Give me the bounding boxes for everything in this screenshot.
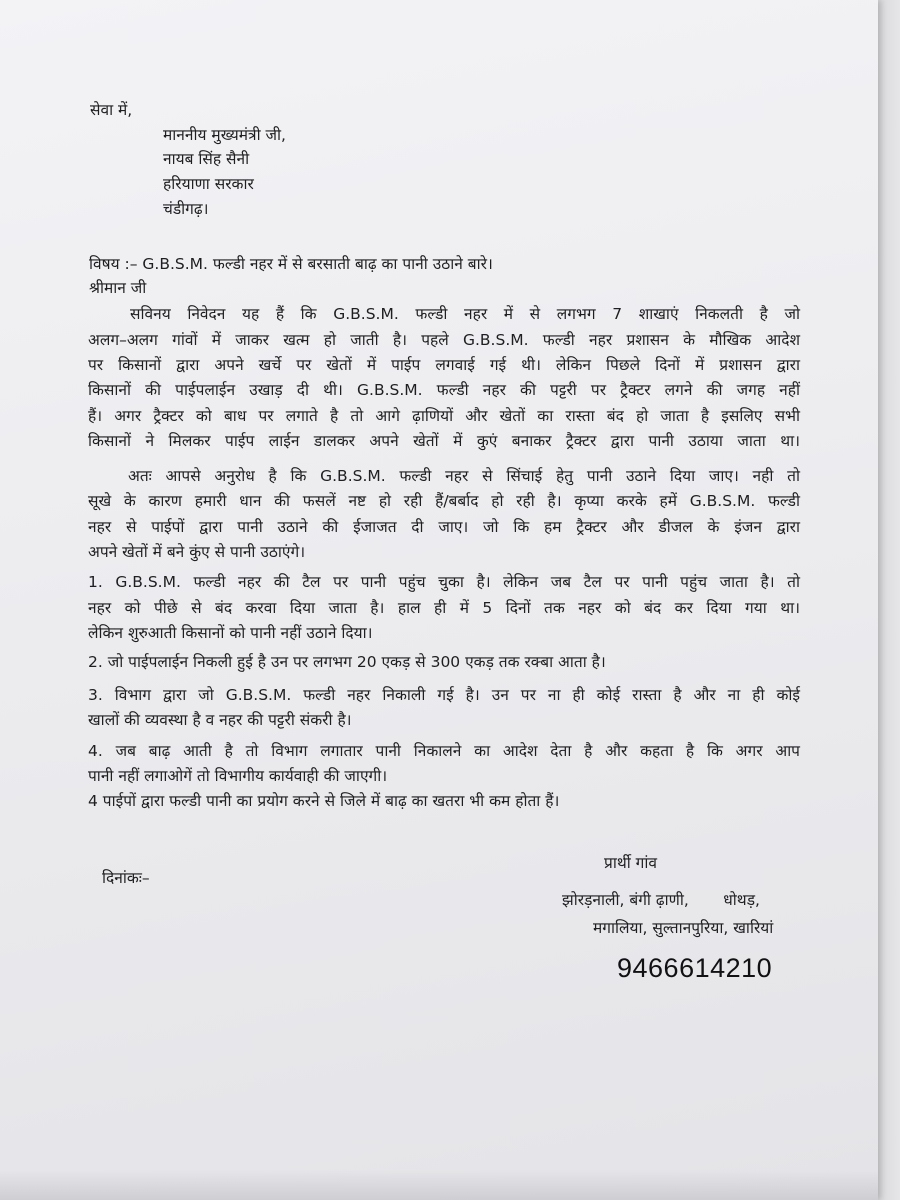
point4-line-1: 4. जब बाढ़ आती है तो विभाग लगातार पानी निकालने का आदेश देता है और कहता है कि अगर आप: [88, 742, 800, 760]
point3-line-1: 3. विभाग द्वारा जो G.B.S.M. फल्डी नहर निकाली गई है। उन पर ना ही कोई रास्ता है और ना ही कोई: [88, 686, 800, 704]
sender-phone: 9466614210: [617, 953, 773, 983]
point3-line-2: खालों की व्यवस्था है व नहर की पट्टरी संकरी है।: [88, 711, 352, 729]
para1-line-6: किसानों ने मिलकर पाईप लाईन डालकर अपने खेतों में कुएं बनाकर ट्रैक्टर द्वारा पानी उठाया जाता था।: [88, 432, 800, 450]
recipient-line-2: नायब सिंह सैनी: [163, 150, 250, 168]
para1-line-4: किसानों की पाईपलाईन उखाड़ दी थी। G.B.S.M. फल्डी नहर की पट्टरी पर ट्रैक्टर लगने की जगह नहीं: [88, 381, 800, 399]
para1-line-5: हैं। अगर ट्रैक्टर को बाध पर लगाते है तो आगे ढ़ाणियों और खेतों का रास्ता बंद हो जाता है इसलिए सभी: [88, 407, 800, 425]
subject-line: विषय :– G.B.S.M. फल्डी नहर में से बरसाती बाढ़ का पानी उठाने बारे।: [89, 255, 493, 273]
para1-line-2: अलग–अलग गांवों में जाकर खत्म हो जाती है। पहले G.B.S.M. फल्डी नहर प्रशासन के मौखिक आदेश: [88, 331, 800, 349]
point2-line: 2. जो पाईपलाईन निकली हुई है उन पर लगभग 20 एकड़ से 300 एकड़ तक रक्बा आता है।: [88, 653, 606, 671]
para2-line-4: अपने खेतों में बने कुंए से पानी उठाएंगे।: [88, 543, 306, 561]
sender-title: प्रार्थी गांव: [604, 854, 658, 872]
point1-line-2: नहर को पीछे से बंद करवा दिया जाता है। हाल ही में 5 दिनों तक नहर को बंद कर दिया गया था।: [88, 599, 800, 617]
greeting: श्रीमान जी: [89, 279, 147, 297]
para1-line-1: सविनय निवेदन यह हैं कि G.B.S.M. फल्डी नहर में से लगभग 7 शाखाएं निकलती है जो: [130, 305, 800, 323]
para2-line-2: सूखे के कारण हमारी धान की फसलें नष्ट हो रही हैं/बर्बाद हो रही है। कृप्या करके हमें G.B.S.M. फल्डी: [88, 492, 800, 510]
date-label: दिनांकः–: [102, 869, 150, 887]
recipient-line-4: चंडीगढ़।: [163, 200, 209, 218]
recipient-line-3: हरियाणा सरकार: [163, 175, 254, 193]
point5-line: 4 पाईपों द्वारा फल्डी पानी का प्रयोग करने से जिले में बाढ़ का खतरा भी कम होता हैं।: [88, 792, 560, 810]
sender-villages-line-2: मगालिया, सुल्तानपुरिया, खारियां: [593, 919, 774, 937]
point1-line-1: 1. G.B.S.M. फल्डी नहर की टैल पर पानी पहुंच चुका है। लेकिन जब टैल पर पानी पहुंच जाता है। तो: [88, 573, 800, 591]
salutation-to: सेवा में,: [90, 101, 133, 119]
para2-line-1: अतः आपसे अनुरोध है कि G.B.S.M. फल्डी नहर से सिंचाई हेतु पानी उठाने दिया जाए। नही तो: [128, 467, 800, 485]
para1-line-3: पर किसानों द्वारा अपने खर्चे पर खेतों में पाईप लगवाई गई थी। लेकिन पिछले दिनों में प्रशासन द्वारा: [88, 356, 800, 374]
recipient-line-1: माननीय मुख्यमंत्री जी,: [163, 126, 286, 144]
page-shadow: [0, 1170, 878, 1200]
point4-line-2: पानी नहीं लगाओगें तो विभागीय कार्यवाही की जाएगी।: [88, 767, 388, 785]
para2-line-3: नहर से पाईपों द्वारा पानी उठाने की ईजाजत दी जाए। जो कि हम ट्रैक्टर और डीजल के इंजन द्वारा: [88, 518, 800, 536]
point1-line-3: लेकिन शुरुआती किसानों को पानी नहीं उठाने दिया।: [88, 624, 373, 642]
sender-villages-line-1: झोरड़नाली, बंगी ढ़ाणी, धोथड़,: [562, 891, 760, 909]
